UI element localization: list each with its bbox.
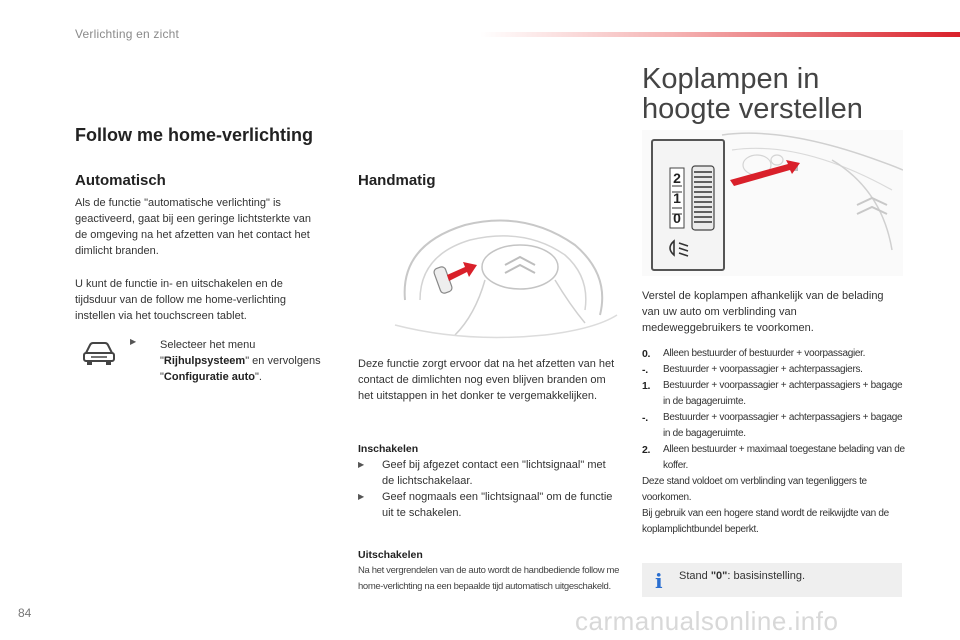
dial-label-1: 1	[673, 190, 681, 206]
note-range	[642, 506, 907, 538]
dial-scale	[670, 168, 684, 228]
menu-instruction	[130, 337, 340, 385]
position-text: Bestuurder + voorpassagier + achterpassagiers.	[663, 364, 863, 375]
chapter-label: Verlichting en zicht	[75, 27, 180, 41]
automatic-title: Automatisch	[75, 172, 166, 189]
position-number: 1.	[642, 380, 651, 392]
switch-off-title: Uitschakelen	[358, 549, 423, 561]
list-item	[642, 410, 907, 442]
note-range-text: Bij gebruik van een hogere stand wordt de reikwijdte van de koplamplichtbundel beperkt.	[642, 508, 889, 535]
info-suffix: : basisinstelling.	[727, 570, 806, 582]
position-text: Bestuurder + voorpassagier + achterpassagiers + bagage in de bagageruimte.	[663, 412, 903, 439]
headlamp-title-line-2: hoogte verstellen	[642, 93, 863, 125]
list-item	[642, 442, 907, 474]
switch-on-title: Inschakelen	[358, 443, 419, 455]
note-glare-text: Deze stand voldoet om verblinding van tegenliggers te voorkomen.	[642, 476, 867, 503]
car-settings-icon	[82, 340, 116, 366]
position-number: -.	[642, 412, 648, 424]
manual-paragraph: Deze functie zorgt ervoor dat na het afzetten van het contact de dimlichten nog even blijven branden om het uitstappen in het donker te vergemakkelijken.	[358, 358, 615, 402]
dial-label-0: 0	[673, 210, 681, 226]
headlamp-dial-illustration	[642, 130, 903, 276]
position-number: 0.	[642, 348, 651, 360]
switch-on-step-2: Geef nogmaals een "lichtsignaal" om de functie uit te schakelen.	[382, 491, 613, 519]
position-number: 2.	[642, 444, 651, 456]
steering-wheel-illustration	[385, 205, 625, 345]
headlamp-title-line-1: Koplampen in	[642, 63, 820, 95]
switch-on-step-1: Geef bij afgezet contact een "lichtsignaal" met de lichtschakelaar.	[382, 459, 606, 487]
step-arrow-icon: ▶	[358, 460, 365, 469]
list-item	[358, 457, 620, 489]
follow-me-title: Follow me home-verlichting	[75, 125, 314, 145]
switch-on-steps	[358, 457, 620, 521]
menu-item-driving-assist: Rijhulpsysteem	[163, 355, 246, 367]
menu-middle: " en vervolgens "	[160, 355, 321, 383]
info-label: Stand	[679, 570, 711, 582]
list-item	[642, 362, 907, 378]
menu-suffix: ".	[254, 371, 262, 383]
headlamp-title	[642, 64, 863, 124]
menu-prefix: Selecteer het menu "	[160, 339, 256, 367]
list-item	[642, 346, 907, 362]
step-arrow-icon: ▶	[358, 492, 365, 501]
position-text: Bestuurder + voorpassagier + achterpassagiers + bagage in de bagageruimte.	[663, 380, 903, 407]
page-number: 84	[18, 606, 32, 620]
list-item	[358, 489, 620, 521]
info-box	[642, 563, 902, 597]
switch-off-text: Na het vergrendelen van de auto wordt de handbediende follow me home-verlichting na een bepaalde tijd automatisch uitgeschakeld.	[358, 565, 620, 592]
headlamp-intro: Verstel de koplampen afhankelijk van de belading van uw auto om verblinding van medeweggebruikers te voorkomen.	[642, 290, 884, 334]
manual-title: Handmatig	[358, 172, 436, 189]
dial-label-2: 2	[673, 170, 681, 186]
note-glare	[642, 474, 907, 506]
headlamp-positions-list	[642, 346, 907, 538]
info-value: "0"	[710, 570, 728, 582]
watermark: carmanualsonline.info	[575, 606, 839, 636]
automatic-paragraph-1: Als de functie "automatische verlichting" is geactiveerd, gaat bij een geringe lichtsterkte van de omgeving na het afzetten van het contact het dimlicht branden.	[75, 197, 312, 257]
position-number: -.	[642, 364, 648, 376]
automatic-paragraph-2: U kunt de functie in- en uitschakelen en de tijdsduur van de follow me home-verlichting instellen via het touchscreen tablet.	[75, 278, 286, 322]
header-accent-bar	[480, 32, 960, 37]
position-text: Alleen bestuurder of bestuurder + voorpassagier.	[663, 348, 866, 359]
list-item	[642, 378, 907, 410]
menu-item-vehicle-config: Configuratie auto	[163, 371, 255, 383]
info-text	[679, 570, 805, 582]
info-icon: i	[655, 569, 663, 593]
position-text: Alleen bestuurder + maximaal toegestane belading van de koffer.	[663, 444, 905, 471]
step-arrow-icon: ▶	[130, 337, 137, 346]
